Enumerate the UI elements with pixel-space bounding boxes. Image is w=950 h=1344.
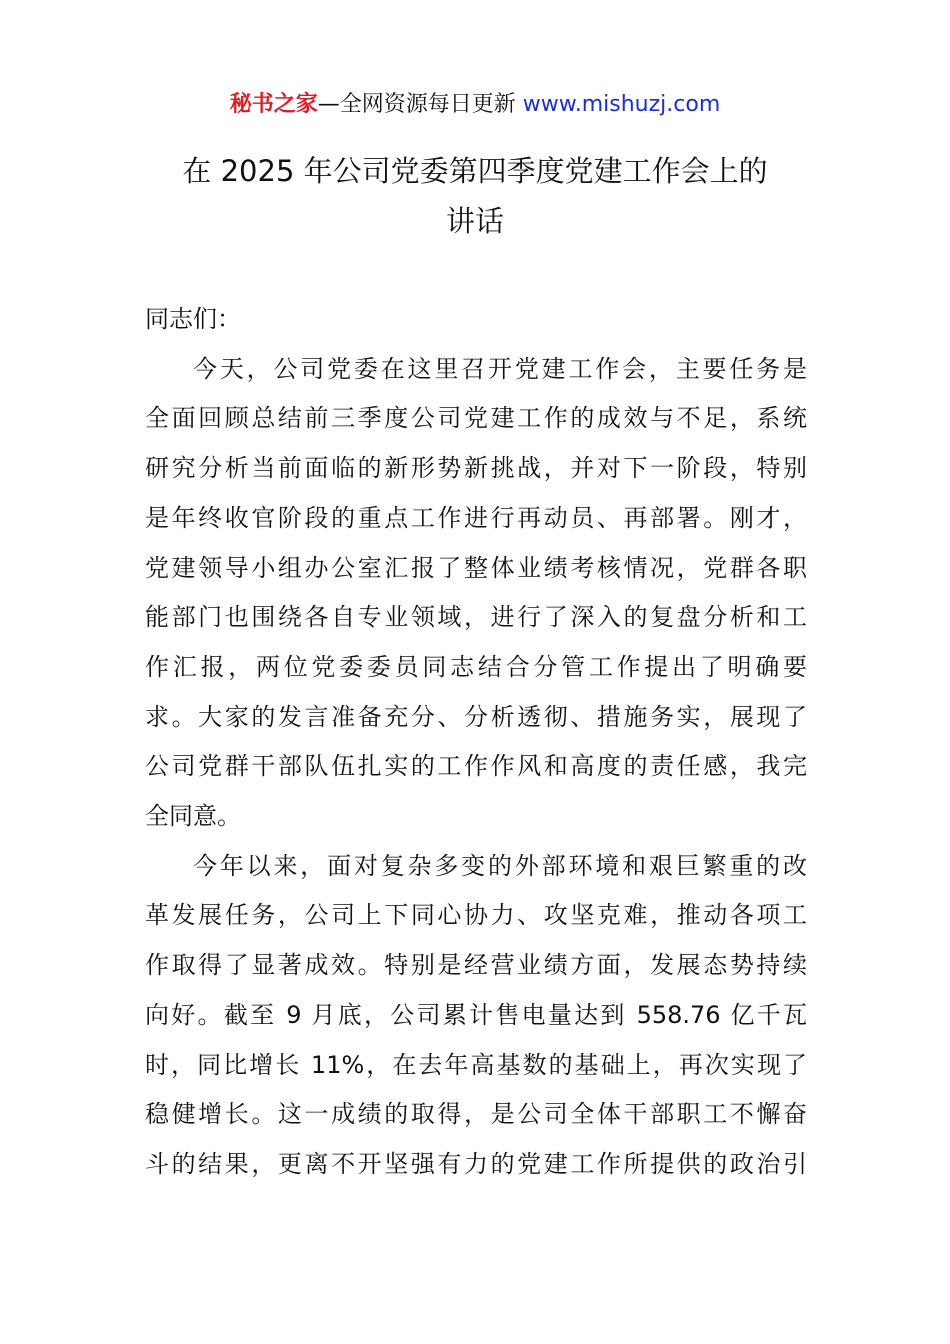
paragraph-line: 向好。截至 9 月底，公司累计售电量达到 558.76 亿千瓦 bbox=[145, 1000, 807, 1029]
document-title bbox=[145, 146, 805, 246]
paragraph bbox=[145, 345, 807, 842]
site-url-link[interactable]: www.mishuzj.com bbox=[522, 92, 721, 117]
paragraph-line: 公司党群干部队伍扎实的工作作风和高度的责任感，我完 bbox=[145, 752, 807, 781]
site-header bbox=[0, 88, 950, 122]
title-line: 在 2025 年公司党委第四季度党建工作会上的 bbox=[182, 154, 768, 188]
salutation: 同志们： bbox=[145, 305, 241, 333]
paragraph-line: 全同意。 bbox=[145, 802, 241, 831]
title-line: 讲话 bbox=[445, 204, 504, 238]
paragraph-line: 求。大家的发言准备充分、分析透彻、措施务实，展现了 bbox=[145, 702, 807, 731]
paragraph-line: 今天，公司党委在这里召开党建工作会，主要任务是 bbox=[193, 354, 807, 383]
paragraph-line: 全面回顾总结前三季度公司党建工作的成效与不足，系统 bbox=[145, 404, 807, 433]
paragraph bbox=[145, 842, 807, 1190]
document-body bbox=[145, 295, 807, 1190]
paragraph-line: 是年终收官阶段的重点工作进行再动员、再部署。刚才， bbox=[145, 503, 807, 532]
brand-name: 秘书之家 bbox=[229, 92, 318, 117]
paragraph-line: 研究分析当前面临的新形势新挑战，并对下一阶段，特别 bbox=[145, 454, 807, 483]
paragraph-line: 作取得了显著成效。特别是经营业绩方面，发展态势持续 bbox=[145, 951, 807, 980]
paragraph-line: 能部门也围绕各自专业领域，进行了深入的复盘分析和工 bbox=[145, 603, 807, 632]
paragraph-line: 作汇报，两位党委委员同志结合分管工作提出了明确要 bbox=[145, 652, 807, 681]
paragraph-line: 今年以来，面对复杂多变的外部环境和艰巨繁重的改 bbox=[193, 851, 807, 880]
paragraph-line: 时，同比增长 11%，在去年高基数的基础上，再次实现了 bbox=[145, 1050, 807, 1079]
paragraph-line: 党建领导小组办公室汇报了整体业绩考核情况，党群各职 bbox=[145, 553, 807, 582]
paragraph-line: 稳健增长。这一成绩的取得，是公司全体干部职工不懈奋 bbox=[145, 1100, 807, 1129]
paragraph-line: 革发展任务，公司上下同心协力、攻坚克难，推动各项工 bbox=[145, 901, 807, 930]
paragraph-line: 斗的结果，更离不开坚强有力的党建工作所提供的政治引 bbox=[145, 1149, 807, 1178]
header-slogan: —全网资源每日更新 bbox=[317, 92, 523, 117]
